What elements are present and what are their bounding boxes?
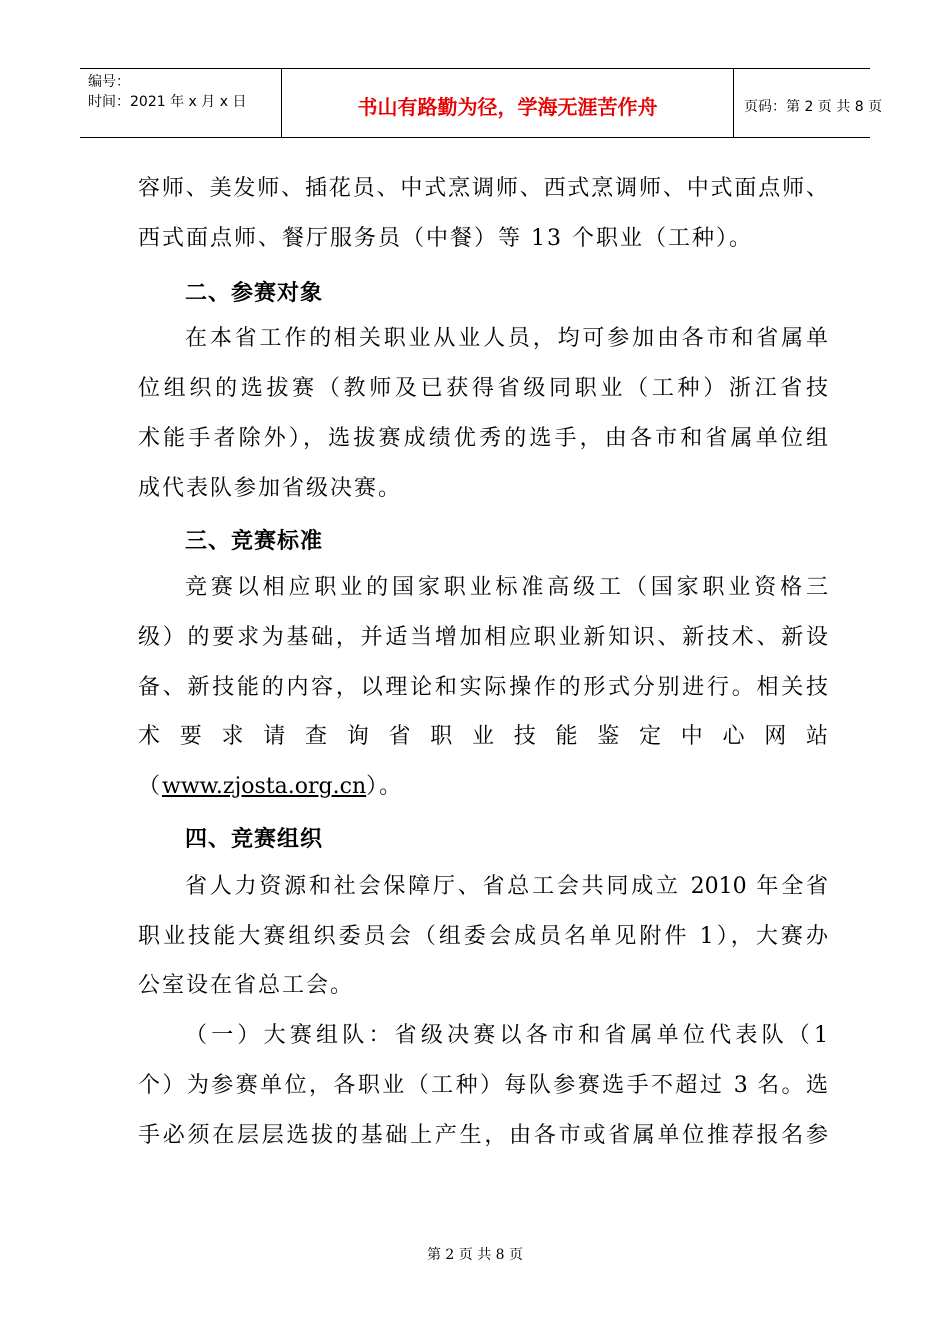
header-meta-cell [80,69,282,137]
paragraph-line: 备、新技能的内容，以理论和实际操作的形式分别进行。相关技 [138,675,828,700]
section-heading: 四、竞赛组织 [185,827,324,852]
paragraph-line: 个）为参赛单位，各职业（工种）每队参赛选手不超过 3 名。选 [138,1073,828,1098]
paragraph-line: 级）的要求为基础，并适当增加相应职业新知识、新技术、新设 [138,625,828,650]
document-date-label: 时间：2021 年 x 月 x 日 [88,94,247,110]
paragraph-line: 公室设在省总工会。 [138,973,355,998]
paragraph-line: 手必须在层层选拔的基础上产生，由各市或省属单位推荐报名参 [138,1123,828,1148]
header-page-cell [734,69,883,137]
paragraph-line: 省人力资源和社会保障厅、省总工会共同成立 2010 年全省 [185,874,828,899]
paragraph-line: 位组织的选拔赛（教师及已获得省级同职业（工种）浙江省技 [138,376,828,401]
paragraph-line: 竞赛以相应职业的国家职业标准高级工（国家职业资格三 [185,575,828,600]
section-heading: 二、参赛对象 [185,281,324,306]
website-link[interactable]: www.zjosta.org.cn [162,774,367,799]
paragraph-line: 西式面点师、餐厅服务员（中餐）等 13 个职业（工种）。 [138,226,753,251]
page-footer: 第 2 页 共 8 页 [426,1247,524,1263]
paragraph-line [138,772,828,802]
paragraph-line: 成代表队参加省级决赛。 [138,476,403,501]
section-heading: 三、竞赛标准 [185,529,324,554]
paragraph-line: 在本省工作的相关职业从业人员，均可参加由各市和省属单 [185,326,828,351]
header-motto-cell [282,69,734,137]
page-header [80,68,883,138]
paragraph-line: 职业技能大赛组织委员会（组委会成员名单见附件 1），大赛办 [138,924,828,949]
header-page-code: 页码：第 2 页 共 8 页 [744,99,883,115]
document-number-label: 编号： [88,74,130,90]
paragraph-line: 术能手者除外），选拔赛成绩优秀的选手，由各市和省属单位组 [138,426,828,451]
paren-open: （ [138,774,163,799]
paragraph-line: （一）大赛组队：省级决赛以各市和省属单位代表队（1 [185,1023,828,1048]
paragraph-line: 术要求请查询省职业技能鉴定中心网站 [138,724,828,749]
paragraph-line: 容师、美发师、插花员、中式烹调师、西式烹调师、中式面点师、 [138,176,828,201]
paren-close: ）。 [366,774,404,799]
header-motto: 书山有路勤为径，学海无涯苦作舟 [357,95,658,119]
